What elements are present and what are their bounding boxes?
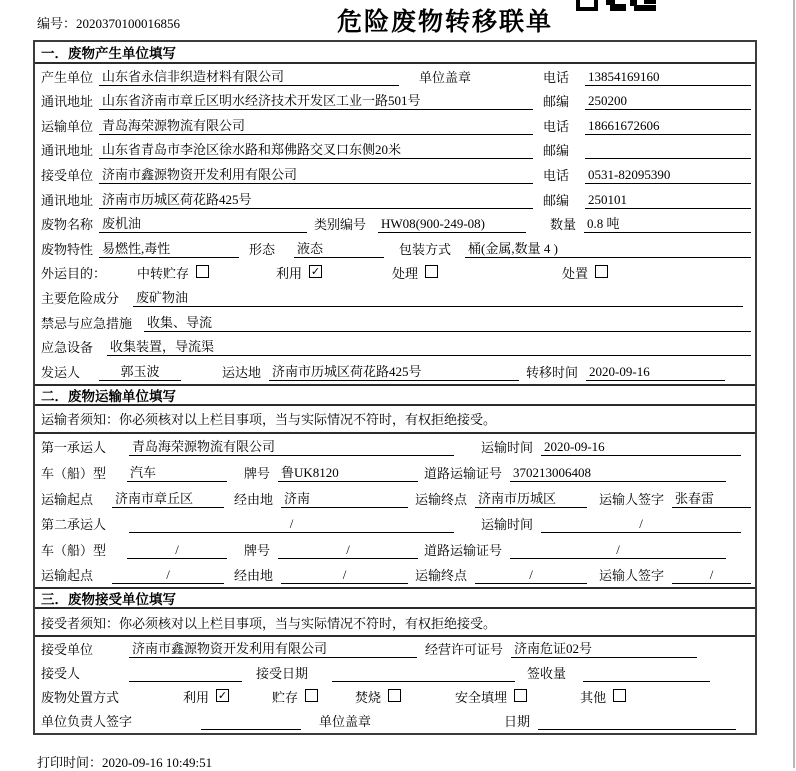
transfer-time-value: 2020-09-16 <box>586 362 725 381</box>
packing-label: 包装方式 <box>399 241 452 257</box>
carrier-signature-value: 张春雷 <box>672 489 751 508</box>
route-via-label: 经由地 <box>234 491 274 507</box>
transport-time-2-label: 运输时间 <box>481 517 534 533</box>
purpose-option-treat <box>392 263 438 282</box>
purpose-utilize-checkbox: ✓ <box>310 265 321 279</box>
acceptor-row <box>35 661 755 685</box>
producer-zip-value: 250200 <box>585 91 751 110</box>
route-via-2-value: / <box>281 565 408 584</box>
qr-code-fragment-icon <box>576 0 660 11</box>
vehicle-type-2-value: / <box>127 540 227 559</box>
vehicle-type-label: 车（船）型 <box>41 465 107 481</box>
receive-phone-label: 电话 <box>543 167 570 183</box>
transfer-purpose-label: 外运目的： <box>41 266 107 282</box>
producer-unit-value: 山东省永信非织造材料有限公司 <box>99 67 399 86</box>
section-2-heading: 二．废物运输单位填写 <box>35 384 755 406</box>
operating-license-value: 济南危证02号 <box>511 639 697 658</box>
road-permit-2-label: 道路运输证号 <box>424 542 503 558</box>
transport-phone-label: 电话 <box>543 118 570 134</box>
first-vehicle-row <box>35 459 755 485</box>
route-end-label: 运输终点 <box>415 491 468 507</box>
plate-number-2-value: / <box>278 540 418 559</box>
hazardous-waste-transfer-form <box>33 40 757 735</box>
unit-stamp-3-label: 单位盖章 <box>319 714 372 730</box>
disposal-incinerate-checkbox <box>388 689 401 702</box>
emergency-equipment-row <box>35 335 755 360</box>
destination-label: 运达地 <box>222 364 262 380</box>
receiver-notice: 接受者须知：你必须核对以上栏目事项，当与实际情况不符时，有权拒绝接受。 <box>35 609 755 637</box>
disposal-option-other <box>580 687 626 706</box>
receive-unit-confirm-row <box>35 637 755 661</box>
second-carrier-row <box>35 511 755 537</box>
receive-unit-value: 济南市鑫源物资开发利用有限公司 <box>99 165 533 184</box>
vehicle-type-value: 汽车 <box>127 463 227 482</box>
transport-unit-row <box>35 113 755 138</box>
disposal-storage-checkbox <box>305 689 318 702</box>
transport-time-label: 运输时间 <box>481 440 534 456</box>
plate-number-label: 牌号 <box>244 465 271 481</box>
receive-address-value: 济南市历城区荷花路425号 <box>99 190 533 209</box>
second-carrier-label: 第二承运人 <box>41 517 107 533</box>
disposal-other-label: 其他 <box>580 690 607 706</box>
transport-phone-value: 18661672606 <box>585 116 751 135</box>
producer-zip-group <box>543 91 751 110</box>
page-title: 危险废物转移联单 <box>336 8 554 36</box>
carrier-signature-2-label: 运输人签字 <box>599 568 665 584</box>
received-quantity-label: 签收量 <box>527 666 567 682</box>
waste-name-label: 废物名称 <box>41 217 94 233</box>
disposal-method-row <box>35 685 755 709</box>
responsible-signature-row <box>35 709 755 733</box>
first-carrier-value: 青岛海荣源物流有限公司 <box>129 437 454 456</box>
emergency-measures-label: 禁忌与应急措施 <box>41 315 133 331</box>
receive-unit-confirm-label: 接受单位 <box>41 642 94 658</box>
transfer-time-label: 转移时间 <box>526 364 579 380</box>
producer-address-value: 山东省济南市章丘区明水经济技术开发区工业一路501号 <box>99 91 533 110</box>
carrier-signature-label: 运输人签字 <box>599 491 665 507</box>
receive-address-row <box>35 187 755 212</box>
disposal-method-label: 废物处置方式 <box>41 690 120 706</box>
route-end-value: 济南市历城区 <box>475 489 587 508</box>
route-via-value: 济南 <box>281 489 408 508</box>
dispatcher-label: 发运人 <box>41 364 81 380</box>
waste-form-value: 液态 <box>294 239 384 258</box>
hazard-component-value: 废矿物油 <box>133 288 743 307</box>
disposal-storage-label: 贮存 <box>272 690 299 706</box>
purpose-dispose-checkbox <box>595 265 608 278</box>
road-permit-label: 道路运输证号 <box>424 465 503 481</box>
destination-value: 济南市历城区荷花路425号 <box>269 362 519 381</box>
receive-unit-label: 接受单位 <box>41 167 94 183</box>
producer-phone-value: 13854169160 <box>585 67 751 86</box>
transport-address-value: 山东省青岛市李沧区徐水路和郑佛路交叉口东侧20米 <box>99 140 533 159</box>
producer-phone-group <box>543 67 751 86</box>
road-permit-value: 370213006408 <box>510 463 726 482</box>
waste-property-value: 易燃性,毒性 <box>99 239 239 258</box>
disposal-utilize-checkbox: ✓ <box>217 689 228 703</box>
hazard-component-label: 主要危险成分 <box>41 290 120 306</box>
waste-qty-label: 数量 <box>550 217 577 233</box>
route-start-2-label: 运输起点 <box>41 568 94 584</box>
plate-number-value: 鲁UK8120 <box>278 463 418 482</box>
vehicle-type-2-label: 车（船）型 <box>41 542 107 558</box>
disposal-landfill-label: 安全填埋 <box>455 690 508 706</box>
transporter-notice: 运输者须知：你必须核对以上栏目事项，当与实际情况不符时，有权拒绝接受。 <box>35 406 755 434</box>
section-1-heading: 一．废物产生单位填写 <box>35 42 755 64</box>
transport-zip-value <box>585 140 751 159</box>
disposal-landfill-checkbox <box>514 689 527 702</box>
acceptor-label: 接受人 <box>41 666 81 682</box>
route-start-value: 济南市章丘区 <box>112 489 224 508</box>
route-via-2-label: 经由地 <box>234 568 274 584</box>
transport-unit-value: 青岛海荣源物流有限公司 <box>99 116 533 135</box>
dispatch-row <box>35 359 755 384</box>
waste-form-label: 形态 <box>249 241 276 257</box>
waste-code-label: 类别编号 <box>314 217 367 233</box>
accept-date-label: 接受日期 <box>256 666 309 682</box>
producer-phone-label: 电话 <box>543 69 570 85</box>
disposal-option-utilize <box>183 687 229 706</box>
road-permit-2-value: / <box>510 540 726 559</box>
purpose-treat-checkbox <box>425 265 438 278</box>
producer-unit-row <box>35 64 755 89</box>
producer-zip-label: 邮编 <box>543 94 570 110</box>
waste-name-value: 废机油 <box>99 214 307 233</box>
unit-stamp-label: 单位盖章 <box>419 69 472 85</box>
sign-date-label: 日期 <box>503 714 530 730</box>
receive-phone-value: 0531-82095390 <box>585 165 751 184</box>
transport-zip-label: 邮编 <box>543 143 570 159</box>
emergency-equipment-value: 收集装置，导流渠 <box>107 337 751 356</box>
transport-time-value: 2020-09-16 <box>541 437 741 456</box>
transport-time-2-value: / <box>541 514 741 533</box>
transport-phone-group <box>543 116 751 135</box>
serial-value: 2020370100016856 <box>76 16 181 31</box>
section-3-heading: 三．废物接受单位填写 <box>35 587 755 609</box>
producer-address-label: 通讯地址 <box>41 94 94 110</box>
purpose-option-dispose <box>562 263 608 282</box>
received-quantity-value <box>583 663 710 682</box>
disposal-option-landfill <box>455 687 527 706</box>
second-route-row <box>35 562 755 588</box>
emergency-equipment-label: 应急设备 <box>41 340 94 356</box>
emergency-measures-row <box>35 310 755 335</box>
second-vehicle-row <box>35 536 755 562</box>
serial-number <box>37 13 180 32</box>
receive-unit-row <box>35 162 755 187</box>
receive-zip-label: 邮编 <box>543 192 570 208</box>
accept-date-value <box>332 663 515 682</box>
receive-zip-group <box>543 190 751 209</box>
route-end-2-label: 运输终点 <box>415 568 468 584</box>
purpose-transit-storage-checkbox <box>196 265 209 278</box>
print-time-value: 2020-09-16 10:49:51 <box>102 755 213 770</box>
producer-unit-label: 产生单位 <box>41 69 94 85</box>
disposal-option-incinerate <box>355 687 401 706</box>
plate-number-2-label: 牌号 <box>244 542 271 558</box>
purpose-transit-storage-label: 中转贮存 <box>137 266 190 282</box>
responsible-signature-label: 单位负责人签字 <box>41 714 133 730</box>
responsible-signature-value <box>201 711 301 730</box>
waste-property-row <box>35 236 755 261</box>
route-start-label: 运输起点 <box>41 491 94 507</box>
second-carrier-value: / <box>129 514 454 533</box>
hazard-component-row <box>35 285 755 310</box>
receive-phone-group <box>543 165 751 184</box>
transport-address-label: 通讯地址 <box>41 143 94 159</box>
disposal-utilize-label: 利用 <box>183 690 210 706</box>
waste-code-value: HW08(900-249-08) <box>378 214 526 233</box>
sign-date-value <box>538 711 736 730</box>
carrier-signature-2-value: / <box>672 565 751 584</box>
route-start-2-value: / <box>112 565 224 584</box>
operating-license-label: 经营许可证号 <box>425 642 504 658</box>
waste-qty-value: 0.8 吨 <box>584 214 751 233</box>
transfer-purpose-row <box>35 261 755 286</box>
waste-property-label: 废物特性 <box>41 241 94 257</box>
dispatcher-value: 郭玉波 <box>99 362 181 381</box>
print-time-label: 打印时间： <box>37 755 103 770</box>
first-carrier-row <box>35 434 755 460</box>
purpose-treat-label: 处理 <box>392 266 419 282</box>
print-time <box>37 752 212 771</box>
waste-name-row <box>35 212 755 237</box>
receive-zip-value: 250101 <box>585 190 751 209</box>
transport-unit-label: 运输单位 <box>41 118 94 134</box>
purpose-option-transit-storage <box>137 263 209 282</box>
receive-unit-confirm-value: 济南市鑫源物资开发利用有限公司 <box>129 639 417 658</box>
purpose-dispose-label: 处置 <box>562 266 589 282</box>
disposal-incinerate-label: 焚烧 <box>355 690 382 706</box>
first-route-row <box>35 485 755 511</box>
serial-label: 编号： <box>37 16 77 31</box>
disposal-option-storage <box>272 687 318 706</box>
route-end-2-value: / <box>475 565 587 584</box>
page-right-edge-divider <box>793 0 795 768</box>
emergency-measures-value: 收集、导流 <box>144 313 751 332</box>
receive-address-label: 通讯地址 <box>41 192 94 208</box>
purpose-utilize-label: 利用 <box>276 266 303 282</box>
packing-value: 桶(金属,数量 4 ) <box>465 239 751 258</box>
first-carrier-label: 第一承运人 <box>41 440 107 456</box>
transport-zip-group <box>543 140 751 159</box>
acceptor-value <box>129 663 242 682</box>
producer-address-row <box>35 89 755 114</box>
disposal-other-checkbox <box>613 689 626 702</box>
transport-address-row <box>35 138 755 163</box>
purpose-option-utilize <box>276 263 322 282</box>
